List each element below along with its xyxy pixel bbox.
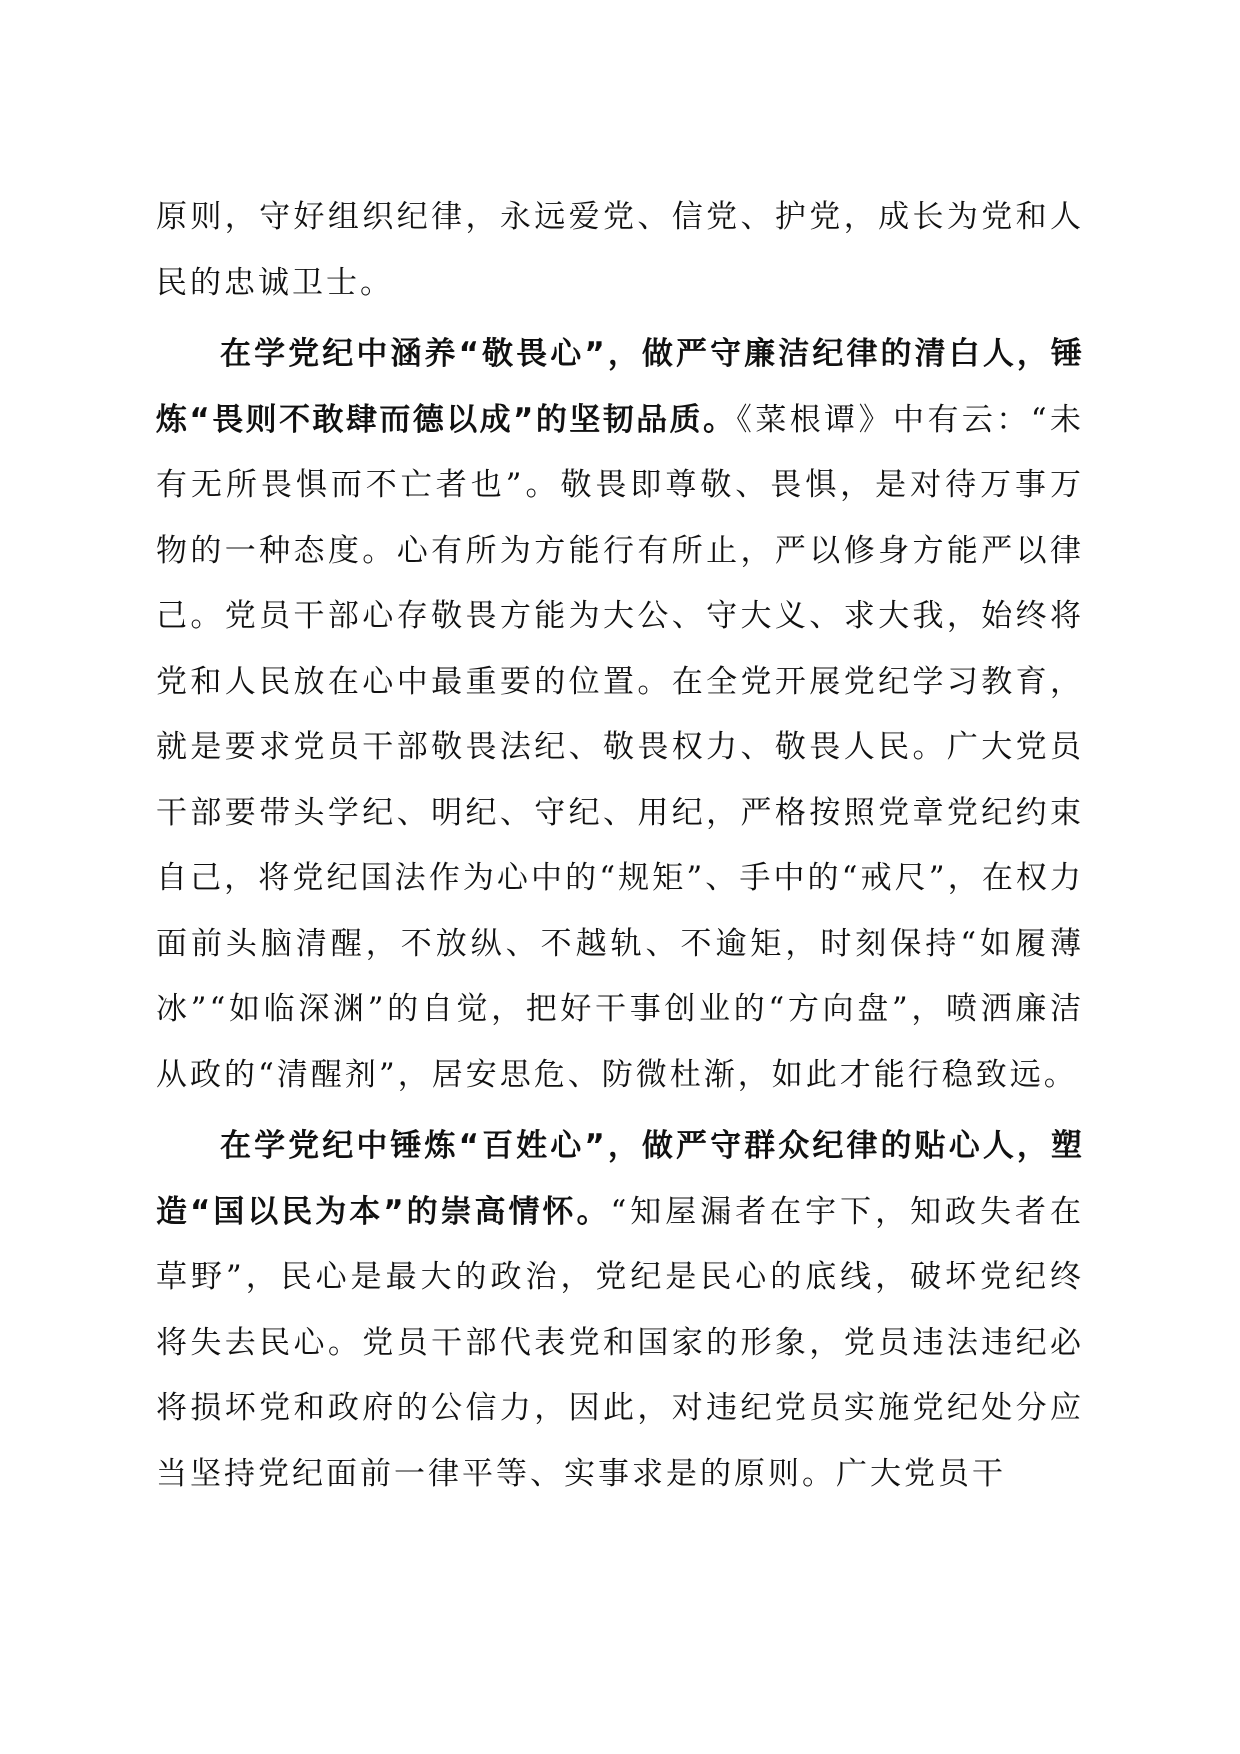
paragraph-body: 《菜根谭》中有云：“未有无所畏惧而不亡者也”。敬畏即尊敬、畏惧，是对待万事万物的一种态度。心有所为方能行有所止，严以修身方能严以律己。党员干部心存敬畏方能为大公、守大义、求大我，始终将党和人民放在心中最重要的位置。在全党开展党纪学习教育，就是要求党员干部敬畏法纪、敬畏权力、敬畏人民。广大党员干部要带头学纪、明纪、守纪、用纪，严格按照党章党纪约束自己，将党纪国法作为心中的“规矩”、手中的“戒尺”，在权力面前头脑清醒，不放纵、不越轨、不逾矩，时刻保持“如履薄冰”“如临深渊”的自觉，把好干事创业的“方向盘”，喷洒廉洁从政的“清醒剂”，居安思危、防微杜渐，如此才能行稳致远。 xyxy=(156,401,1084,1093)
paragraph-body: 原则，守好组织纪律，永远爱党、信党、护党，成长为党和人民的忠诚卫士。 xyxy=(156,199,1084,301)
paragraph-people xyxy=(156,1114,1084,1507)
paragraph-continuation xyxy=(156,185,1084,316)
paragraph-awe xyxy=(156,322,1084,1108)
paragraph-body: “知屋漏者在宇下，知政失者在草野”，民心是最大的政治，党纪是民心的底线，破坏党纪终将失去民心。党员干部代表党和国家的形象，党员违法违纪必将损坏党和政府的公信力，因此，对违纪党员实施党纪处分应当坚持党纪面前一律平等、实事求是的原则。广大党员干 xyxy=(156,1193,1084,1492)
document-body xyxy=(156,185,1084,1513)
paragraph-lead-sentence: 在学党纪中锤炼“百姓心”，做严守群众纪律的贴心人，塑造“国以民为本”的崇高情怀。 xyxy=(156,1128,1084,1230)
paragraph-lead-sentence: 在学党纪中涵养“敬畏心”，做严守廉洁纪律的清白人，锤炼“畏则不敢肆而德以成”的坚韧品质。 xyxy=(156,336,1084,438)
